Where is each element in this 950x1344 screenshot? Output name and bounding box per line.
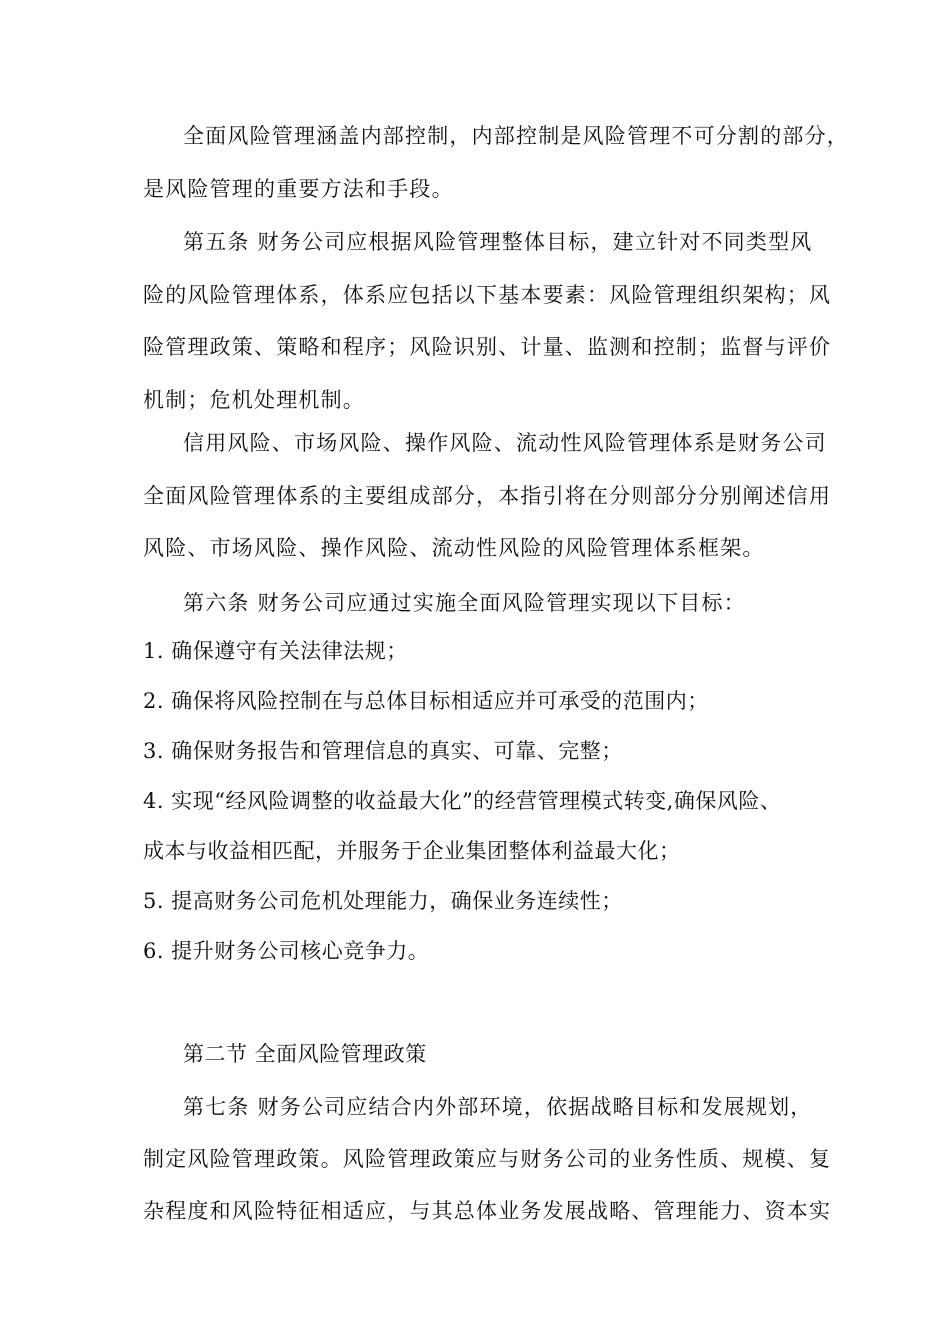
list-item: 2. 确保将风险控制在与总体目标相适应并可承受的范围内； [143,689,709,713]
paragraph-line: 是风险管理的重要方法和手段。 [143,177,454,201]
list-item: 6. 提升财务公司核心竞争力。 [143,939,430,963]
paragraph-line: 全面风险管理涵盖内部控制，内部控制是风险管理不可分割的部分， [183,124,849,148]
paragraph-line: 信用风险、市场风险、操作风险、流动性风险管理体系是财务公司 [183,431,827,455]
paragraph-line: 机制；危机处理机制。 [143,388,365,412]
article-5-line: 第五条 财务公司应根据风险管理整体目标，建立针对不同类型风 [183,230,813,254]
paragraph-line: 杂程度和风险特征相适应，与其总体业务发展战略、管理能力、资本实 [143,1199,832,1223]
list-item: 4. 实现“经风险调整的收益最大化”的经营管理模式转变,确保风险、 [143,789,782,813]
paragraph-line: 制定风险管理政策。风险管理政策应与财务公司的业务性质、规模、复 [143,1147,832,1171]
section-heading: 第二节 全面风险管理政策 [183,1042,427,1066]
list-item-continuation: 成本与收益相匹配，并服务于企业集团整体利益最大化； [143,839,681,863]
paragraph-line: 全面风险管理体系的主要组成部分，本指引将在分则部分分别阐述信用 [143,484,832,508]
paragraph-line: 险的风险管理体系，体系应包括以下基本要素：风险管理组织架构；风 [143,283,832,307]
article-6-line: 第六条 财务公司应通过实施全面风险管理实现以下目标： [183,591,746,615]
paragraph-line: 险管理政策、策略和程序；风险识别、计量、监测和控制；监督与评价 [143,335,832,359]
article-7-line: 第七条 财务公司应结合内外部环境，依据战略目标和发展规划， [183,1095,813,1119]
list-item: 3. 确保财务报告和管理信息的真实、可靠、完整； [143,739,623,763]
paragraph-line: 风险、市场风险、操作风险、流动性风险的风险管理体系框架。 [143,536,765,560]
list-item: 5. 提高财务公司危机处理能力，确保业务连续性； [143,889,623,913]
list-item: 1. 确保遵守有关法律法规； [143,639,408,663]
